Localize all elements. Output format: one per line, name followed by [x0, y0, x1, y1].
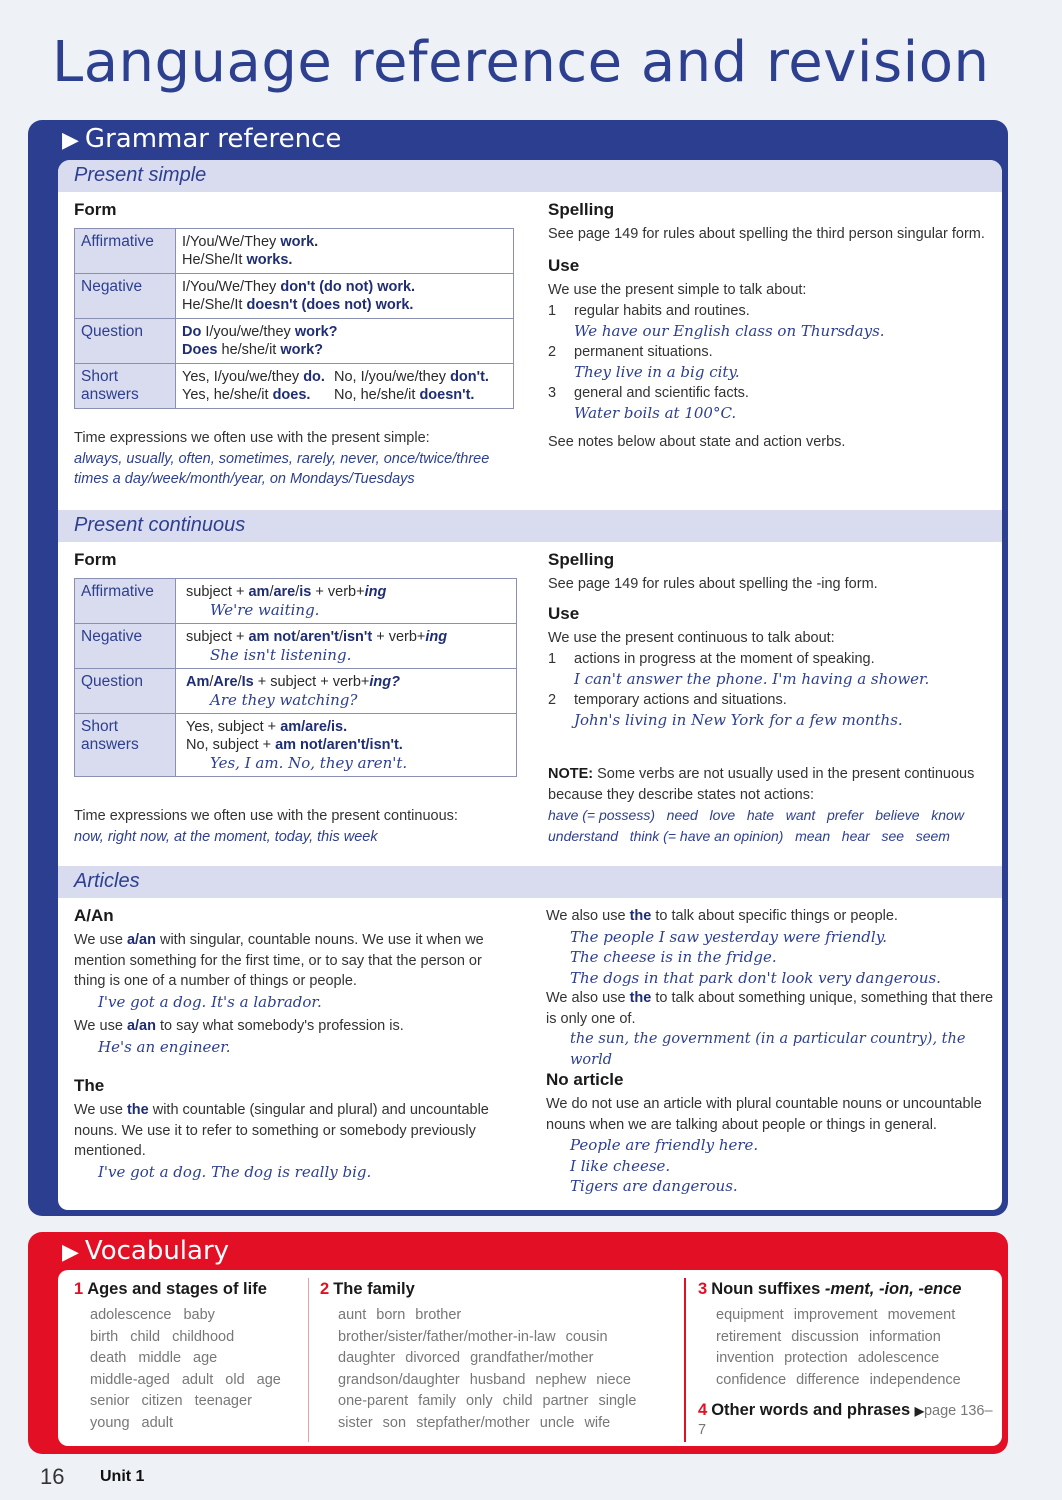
word-line: equipment improvement movement	[716, 1307, 956, 1323]
text-bold: isn't	[342, 629, 373, 645]
text: No, he/she/it	[334, 387, 420, 403]
section-title: Other words and phrases	[711, 1401, 911, 1419]
text: Yes, I/you/we/they	[182, 369, 304, 385]
list-text: regular habits and routines.	[574, 302, 750, 319]
note	[548, 764, 993, 846]
the-heading: The	[74, 1076, 105, 1095]
table-row	[75, 364, 514, 409]
text-bold: work.	[280, 234, 319, 250]
use-heading: Use	[548, 604, 580, 623]
table-row	[75, 714, 517, 777]
example: He's an engineer.	[98, 1037, 231, 1056]
row-content	[176, 669, 517, 714]
section-number: 2	[320, 1280, 330, 1298]
text: /	[209, 674, 214, 690]
grammar-header	[62, 124, 341, 154]
band-label: Present simple	[74, 164, 207, 186]
table-row	[75, 579, 517, 624]
word-line: birth child childhood	[90, 1328, 235, 1345]
section-title-suffixes: -ment, -ion, -ence	[824, 1280, 962, 1298]
list-number: 2	[548, 343, 557, 360]
text: We also use	[546, 990, 630, 1006]
example: Tigers are dangerous.	[570, 1177, 738, 1195]
word-line: adolescence baby	[90, 1307, 215, 1323]
word-line: one-parent family only child partner single	[338, 1393, 637, 1409]
text-bold: Is	[241, 674, 254, 690]
other-words-link[interactable]	[698, 1401, 998, 1439]
vocab-section-suffixes	[698, 1280, 998, 1439]
row-content	[176, 319, 514, 364]
section-title: Noun suffixes	[711, 1280, 825, 1298]
list-text: actions in progress at the moment of speaking.	[574, 650, 875, 667]
text: He/She/It	[182, 297, 247, 313]
text: We do not use an article with plural countable nouns or uncountable nouns when we are talking about people or things in general.	[546, 1096, 982, 1133]
text: We use	[74, 932, 127, 948]
vocabulary-header-label: Vocabulary	[84, 1236, 230, 1266]
table-row	[75, 319, 514, 364]
time-list: always, usually, often, sometimes, rarely, never, once/twice/three times a day/week/month/year, on Mondays/Tuesdays	[74, 450, 490, 487]
text-bold: am	[248, 584, 270, 600]
section-number: 4	[698, 1401, 708, 1419]
example: We have our English class on Thursdays.	[574, 322, 885, 340]
form-heading: Form	[74, 550, 117, 569]
divider	[684, 1278, 686, 1442]
spelling-text: See page 149 for rules about spelling the -ing form.	[548, 576, 878, 592]
text-bold: am/are/is.	[280, 719, 348, 735]
the-specific-text	[546, 906, 994, 1070]
example: We're waiting.	[210, 601, 320, 619]
text: + verb+	[311, 584, 365, 600]
text: I/You/We/They	[182, 279, 281, 295]
note-label: NOTE:	[548, 766, 594, 782]
word-line: confidence difference independence	[716, 1371, 961, 1388]
list-number: 1	[548, 302, 557, 319]
example: the sun, the government (in a particular country), the world	[570, 1031, 966, 1068]
vocab-section-ages	[74, 1280, 304, 1434]
text: with countable (singular and plural) and uncountable nouns. We use it to refer to something or somebody previously mentioned.	[74, 1102, 489, 1159]
list-item	[548, 301, 993, 322]
grammar-content	[58, 160, 1002, 1210]
row-label: Short answers	[75, 714, 176, 777]
use-intro: We use the present simple to talk about:	[548, 282, 807, 298]
text-bold: Are	[213, 674, 238, 690]
word-line: invention protection adolescence	[716, 1350, 940, 1366]
list-number: 2	[548, 691, 557, 708]
unit-label: Unit 1	[100, 1468, 145, 1485]
no-article-heading: No article	[546, 1070, 624, 1089]
example: The people I saw yesterday were friendly.	[570, 927, 887, 946]
text: with singular, countable nouns. We use it when we mention something for the first time, or to say that the person or thing is one of a number of things or people.	[74, 932, 484, 989]
word-line: daughter divorced grandfather/mother	[338, 1350, 594, 1366]
text-bold: ing?	[369, 674, 400, 690]
text-bold: doesn't (does not) work.	[246, 297, 414, 313]
text-bold: work?	[280, 342, 324, 358]
text-bold: a/an	[126, 932, 156, 948]
row-label: Short answers	[75, 364, 176, 409]
example: The dogs in that park don't look very dangerous.	[570, 968, 941, 987]
vocabulary-content	[58, 1270, 1002, 1446]
text-bold: aren't	[300, 629, 339, 645]
section-band-articles	[58, 866, 1002, 898]
text-bold: works.	[246, 252, 293, 268]
section-number: 3	[698, 1280, 708, 1298]
example: She isn't listening.	[210, 646, 352, 664]
text-bold: Does	[182, 342, 222, 358]
triangle-right-icon: ▶	[914, 1404, 924, 1418]
text: to say what somebody's profession is.	[155, 1018, 404, 1034]
word-line: grandson/daughter husband nephew niece	[338, 1371, 631, 1388]
word-line: brother/sister/father/mother-in-law cousin	[338, 1328, 608, 1345]
section-band-present-continuous	[58, 510, 1002, 542]
triangle-right-icon: ▶	[62, 1240, 79, 1265]
text: /	[237, 674, 242, 690]
section-title: Ages and stages of life	[87, 1280, 267, 1298]
text-bold: don't.	[450, 369, 489, 385]
example: Are they watching?	[210, 691, 358, 709]
text: No, I/you/we/they	[334, 369, 451, 385]
text: Yes, he/she/it	[182, 387, 273, 403]
text-bold: don't (do not) work.	[280, 279, 416, 295]
word-line: retirement discussion information	[716, 1328, 941, 1345]
time-intro: Time expressions we often use with the present continuous:	[74, 808, 458, 824]
list-number: 1	[548, 650, 557, 667]
text: I/You/We/They	[182, 234, 281, 250]
text: to talk about something unique, something that there is only one of.	[546, 990, 994, 1027]
row-content	[176, 364, 514, 409]
time-expressions	[74, 806, 514, 847]
example: I've got a dog. It's a labrador.	[98, 992, 322, 1011]
section-band-present-simple	[58, 160, 1002, 192]
word-line: senior citizen teenager	[90, 1393, 252, 1409]
text: /	[296, 629, 301, 645]
page-reference: page 136–7	[698, 1403, 993, 1438]
grammar-reference-box	[28, 120, 1008, 1216]
text-bold: ing	[425, 629, 448, 645]
text: /	[338, 629, 343, 645]
example: The cheese is in the fridge.	[570, 948, 777, 966]
list-text: temporary actions and situations.	[574, 691, 787, 708]
page-number: 16	[40, 1464, 65, 1489]
text: subject +	[186, 584, 249, 600]
text-bold: is	[299, 584, 312, 600]
section-title: The family	[333, 1280, 415, 1298]
time-list: now, right now, at the moment, today, this week	[74, 828, 378, 845]
word-line: young adult	[90, 1414, 173, 1431]
text-bold: am not	[248, 629, 296, 645]
see-notes: See notes below about state and action verbs.	[548, 433, 846, 450]
example: Water boils at 100°C.	[574, 404, 737, 422]
text: subject +	[186, 629, 249, 645]
table-row	[75, 274, 514, 319]
band-label: Articles	[74, 870, 140, 892]
row-label: Affirmative	[75, 579, 176, 624]
list-text: general and scientific facts.	[574, 384, 749, 401]
text-bold: Do	[182, 324, 206, 340]
page-title: Language reference and revision	[52, 30, 990, 95]
text-bold: do.	[303, 369, 325, 385]
word-line: aunt born brother	[338, 1307, 462, 1323]
row-label: Question	[75, 669, 176, 714]
use-intro: We use the present continuous to talk about:	[548, 630, 835, 646]
text-bold: are	[273, 584, 296, 600]
text-bold: the	[629, 908, 652, 924]
form-heading: Form	[74, 200, 117, 219]
row-label: Affirmative	[75, 229, 176, 274]
text-bold: am not/aren't/isn't.	[275, 737, 403, 753]
note-text: Some verbs are not usually used in the present continuous because they describe states not actions:	[548, 766, 975, 803]
example: People are friendly here.	[570, 1136, 759, 1154]
text: /	[269, 584, 274, 600]
table-row	[75, 229, 514, 274]
aan-text	[74, 930, 499, 1057]
time-intro: Time expressions we often use with the present simple:	[74, 430, 430, 446]
list-item	[548, 690, 993, 711]
text: We also use	[546, 908, 630, 924]
text: I/you/we/they	[205, 324, 295, 340]
section-number: 1	[74, 1280, 84, 1298]
text: Yes, subject +	[186, 719, 281, 735]
state-verbs: have (= possess) need love hate want prefer believe know	[548, 807, 964, 823]
list-item	[548, 342, 993, 363]
text-bold: doesn't.	[419, 387, 475, 403]
use-list	[548, 628, 993, 731]
text: We use	[74, 1102, 127, 1118]
row-content	[176, 714, 517, 777]
list-number: 3	[548, 384, 557, 401]
example: I've got a dog. The dog is really big.	[98, 1162, 372, 1181]
text: No, subject +	[186, 737, 276, 753]
vocabulary-header	[62, 1236, 229, 1266]
word-line: death middle age	[90, 1350, 218, 1366]
text-bold: a/an	[126, 1018, 156, 1034]
word-line: middle-aged adult old age	[90, 1371, 281, 1388]
text-bold: the	[126, 1102, 149, 1118]
text: He/She/It	[182, 252, 247, 268]
vocabulary-box	[28, 1232, 1008, 1454]
present-continuous-form-table	[74, 578, 517, 777]
divider	[308, 1278, 309, 1442]
row-content	[176, 624, 517, 669]
text: + verb+	[372, 629, 426, 645]
use-heading: Use	[548, 256, 580, 275]
grammar-header-label: Grammar reference	[84, 124, 342, 154]
no-article-text	[546, 1094, 994, 1197]
text-bold: ing	[364, 584, 387, 600]
row-content	[176, 274, 514, 319]
example: John's living in New York for a few months.	[574, 711, 903, 729]
text: We use	[74, 1018, 127, 1034]
band-label: Present continuous	[74, 514, 246, 536]
spelling-heading: Spelling	[548, 550, 615, 569]
text-bold: Am	[186, 674, 210, 690]
list-item	[548, 383, 993, 404]
text-bold: the	[629, 990, 652, 1006]
row-label: Negative	[75, 274, 176, 319]
example: Yes, I am. No, they aren't.	[210, 754, 408, 772]
row-content	[176, 579, 517, 624]
row-content	[176, 229, 514, 274]
use-list	[548, 280, 993, 452]
example: I like cheese.	[570, 1156, 671, 1175]
triangle-right-icon: ▶	[62, 128, 79, 153]
aan-heading: A/An	[74, 906, 114, 925]
spelling-text: See page 149 for rules about spelling the third person singular form.	[548, 226, 985, 242]
text-bold: work?	[294, 324, 338, 340]
text-bold: does.	[272, 387, 311, 403]
list-item	[548, 649, 993, 670]
list-text: permanent situations.	[574, 343, 713, 360]
example: I can't answer the phone. I'm having a shower.	[574, 670, 930, 688]
vocab-section-family	[320, 1280, 690, 1434]
word-line: sister son stepfather/mother uncle wife	[338, 1414, 611, 1431]
text: to talk about specific things or people.	[651, 908, 898, 924]
time-expressions	[74, 428, 514, 490]
text: he/she/it	[221, 342, 281, 358]
row-label: Question	[75, 319, 176, 364]
state-verbs: understand think (= have an opinion) mean hear see seem	[548, 827, 950, 844]
table-row	[75, 624, 517, 669]
present-simple-form-table	[74, 228, 514, 409]
example: They live in a big city.	[574, 363, 740, 381]
table-row	[75, 669, 517, 714]
text: + subject + verb+	[253, 674, 370, 690]
text: /	[295, 584, 300, 600]
row-label: Negative	[75, 624, 176, 669]
the-text	[74, 1100, 504, 1182]
spelling-heading: Spelling	[548, 200, 615, 219]
